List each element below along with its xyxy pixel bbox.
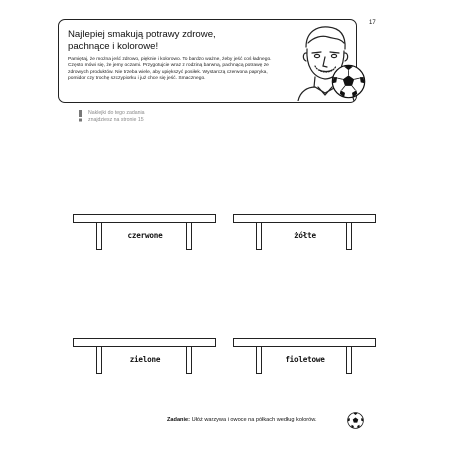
sticker-hint-icon xyxy=(78,110,83,122)
info-title: Najlepiej smakują potrawy zdrowe, pachnące i kolorowe! xyxy=(68,29,216,52)
shelf-leg xyxy=(96,223,102,250)
task-prefix: Zadanie: xyxy=(167,417,191,423)
shelf-leg xyxy=(186,223,192,250)
shelf-red xyxy=(73,214,216,251)
shelf-label: zielone xyxy=(129,355,161,364)
sticker-hint-line-2: znajdziesz na stronie 15 xyxy=(88,116,144,123)
shelf-leg xyxy=(256,223,262,250)
shelf-board xyxy=(233,338,376,347)
shelf-green xyxy=(73,338,216,375)
shelf-purple xyxy=(233,338,376,375)
shelf-board xyxy=(73,214,216,223)
info-body: Pamiętaj, że można jeść zdrowo, pięknie i kolorowo. To bardzo ważne, żeby jeść coś ładnego. Często mówi się, że jemy oczami. Przygotujcie wraz z rodziną barwną, pachnącą potrawę ze zdrowych produktów. Nie trzeba wiele, aby upiększyć posiłek. Wystarczą czerwona papryka, pomidor czy trochę szczypiorku i już chce się jeść. Smacznego. xyxy=(68,57,272,82)
shelf-label: fioletowe xyxy=(285,355,325,364)
shelf-label: czerwone xyxy=(127,231,163,240)
shelf-board xyxy=(233,214,376,223)
shelf-leg xyxy=(186,347,192,374)
shelf-label: żółte xyxy=(294,231,316,240)
page-number: 17 xyxy=(369,20,376,26)
sticker-hint-line-1: Naklejki do tego zadania xyxy=(88,110,145,116)
shelf-leg xyxy=(346,347,352,374)
soccer-ball-icon xyxy=(347,412,364,429)
task-instruction xyxy=(167,417,317,423)
shelf-yellow xyxy=(233,214,376,251)
sticker-hint xyxy=(88,110,145,123)
shelf-board xyxy=(73,338,216,347)
soccer-ball-icon xyxy=(331,64,366,99)
shelf-leg xyxy=(96,347,102,374)
shelf-leg xyxy=(346,223,352,250)
shelf-leg xyxy=(256,347,262,374)
task-text: Ułóż warzywa i owoce na półkach według kolorów. xyxy=(190,417,317,423)
